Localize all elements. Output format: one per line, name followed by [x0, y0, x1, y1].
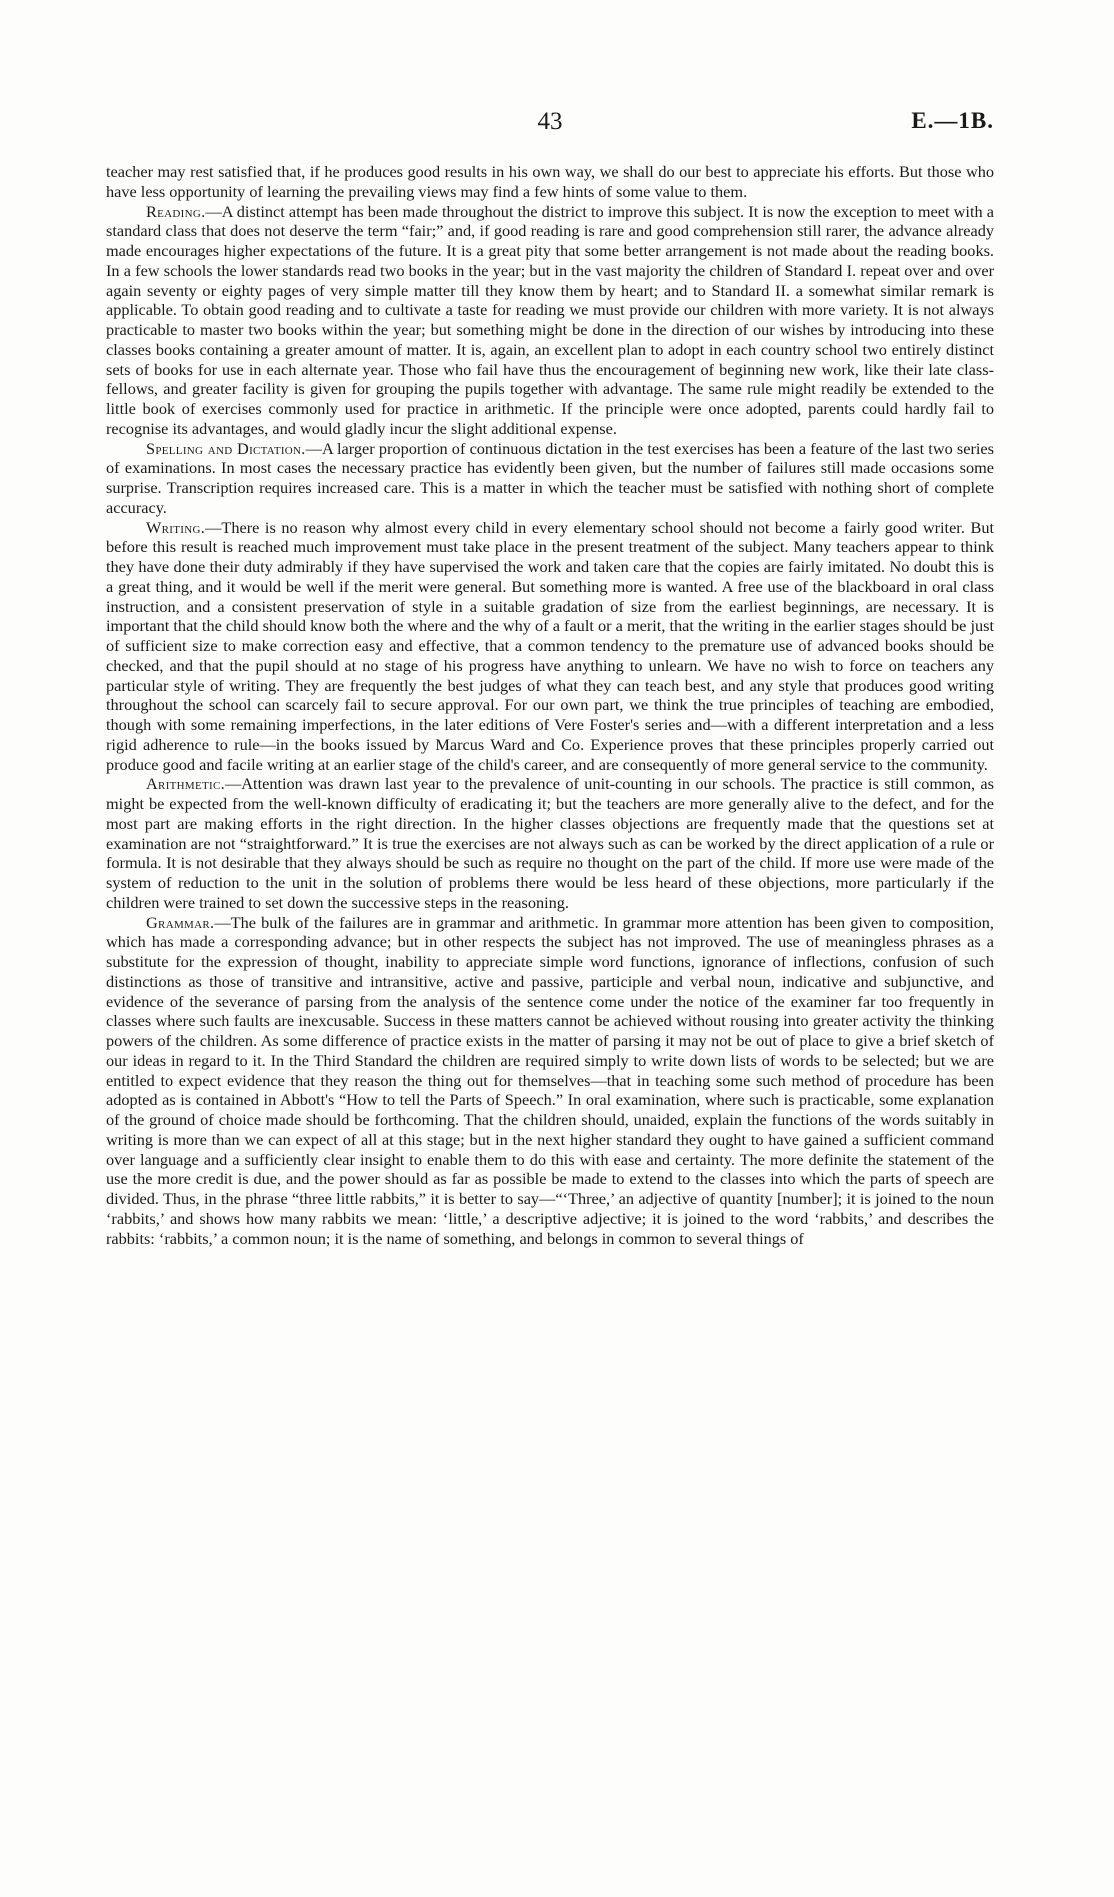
paragraph-text: —A larger proportion of continuous dictation in the test exercises has been a feature of the last two series of examinations. In most cases the necessary practice has evidently been given, but the number of failures still made occasions some surprise. Transcription requires increased care. This is a matter in which the teacher must be satisfied with nothing short of complete accuracy. [106, 438, 994, 517]
page-number: 43 [537, 108, 563, 135]
paragraph-text: —Attention was drawn last year to the prevalence of unit-counting in our schools. The practice is still common, as might be expected from the well-known difficulty of eradicating it; but the teachers are more generally alive to the defect, and for the most part are making efforts in the right direction. In the higher classes objections are frequently made that the questions set at examination are not “straightforward.” It is true the exercises are not always such as can be worked by the direct application of a rule or formula. It is not desirable that they always should be such as require no thought on the part of the child. If more use were made of the system of reduction to the unit in the solution of problems there would be less heard of these objections, more particularly if the children were trained to set down the successive steps in the reasoning. [106, 774, 994, 912]
paragraph-arithmetic [106, 774, 994, 912]
paragraph-reading [106, 202, 994, 439]
paragraph-text: teacher may rest satisfied that, if he produces good results in his own way, we shall do our best to appreciate his efforts. But those who have less opportunity of learning the prevailing views may find a few hints of some value to them. [106, 162, 994, 201]
section-heading-arithmetic: Arithmetic. [146, 774, 226, 794]
paragraph-text: —There is no reason why almost every child in every elementary school should not become a fairly good writer. But before this result is reached much improvement must take place in the present treatment of the subject. Many teachers appear to think they have done their duty admirably if they have supervised the work and taken care that the copies are fairly imitated. No doubt this is a great thing, and it would be well if the merit were general. But something more is wanted. A free use of the blackboard in oral class instruction, and a consistent preservation of style in a suitable gradation of size from the earliest beginnings, are necessary. It is important that the child should know both the where and the why of a fault or a merit, that the writing in the earlier stages should be just of sufficient size to make correction easy and effective, that a common tendency to the premature use of advanced books should be checked, and that the pupil should at no stage of his progress have anything to unlearn. We have no wish to force on teachers any particular style of writing. They are frequently the best judges of what they can teach best, and any style that produces good writing throughout the school can scarcely fail to secure approval. For our own part, we think the true principles of teaching are embodied, though with some remaining imperfections, in the later editions of Vere Foster's series and—with a different interpretation and a less rigid adherence to rule—in the books issued by Marcus Ward and Co. Experience proves that these principles properly carried out produce good and facile writing at an earlier stage of the child's career, and are consequently of more general service to the community. [106, 517, 994, 774]
document-reference: E.—1B. [911, 108, 994, 133]
page-header [106, 108, 994, 140]
section-heading-grammar: Grammar. [146, 912, 215, 932]
paragraph-text: —A distinct attempt has been made throughout the district to improve this subject. It is now the exception to meet with a standard class that does not deserve the term “fair;” and, if good reading is rare and good comprehension still rarer, the advance already made encourages higher expectations of the future. It is a great pity that some better arrangement is not made about the reading books. In a few schools the lower standards read two books in the year; but in the vast majority the children of Standard I. repeat over and over again seventy or eighty pages of very simple matter till they know them by heart; and to Standard II. a somewhat similar remark is applicable. To obtain good reading and to cultivate a taste for reading we must provide our children with more variety. It is not always practicable to master two books within the year; but something might be done in the direction of our wishes by introducing into these classes books containing a greater amount of matter. It is, again, an excellent plan to adopt in each country school two entirely distinct sets of books for use in each alternate year. Those who fail have thus the encouragement of beginning new work, like their late class-fellows, and greater facility is given for grouping the pupils together with advantage. The same rule might readily be extended to the little book of exercises commonly used for practice in arithmetic. If the principle were once adopted, parents could hardly fail to recognise its advantages, and would gladly incur the slight additional expense. [106, 201, 994, 438]
section-heading-reading: Reading. [146, 201, 206, 221]
section-heading-writing: Writing. [146, 517, 206, 537]
paragraph-text: —The bulk of the failures are in grammar and arithmetic. In grammar more attention has been given to composition, which has made a corresponding advance; but in other respects the subject has not improved. The use of meaningless phrases as a substitute for the expression of thought, inability to appreciate simple word functions, ignorance of inflections, confusion of such distinctions as those of transitive and intransitive, active and passive, participle and verbal noun, indicative and subjunctive, and evidence of the severance of parsing from the analysis of the sentence come under the notice of the examiner far too frequently in classes where such faults are inexcusable. Success in these matters cannot be achieved without rousing into greater activity the thinking powers of the children. As some difference of practice exists in the matter of parsing it may not be out of place to give a brief sketch of our ideas in regard to it. In the Third Standard the children are required simply to write down lists of words to be selected; but we are entitled to expect evidence that they reason the thing out for themselves—that in teaching some such method of procedure has been adopted as is contained in Abbott's “How to tell the Parts of Speech.” In oral examination, where such is practicable, some explanation of the ground of choice made should be forthcoming. That the children should, unaided, explain the functions of the words suitably in writing is more than we can expect of all at this stage; but in the next higher standard they ought to have gained a sufficient command over language and a sufficiently clear insight to enable them to do this with ease and certainty. The more definite the statement of the use the more credit is due, and the power should as far as possible be made to extend to the classes into which the parts of speech are divided. Thus, in the phrase “three little rabbits,” it is better to say—“‘Three,’ an adjective of quantity [number]; it is joined to the noun ‘rabbits,’ and shows how many rabbits we mean: ‘little,’ a descriptive adjective; it is joined to the word ‘rabbits,’ and describes the rabbits: ‘rabbits,’ a common noun; it is the name of something, and belongs in common to several things of [106, 912, 994, 1248]
body-text [106, 162, 994, 1248]
paragraph-continuation [106, 162, 994, 202]
section-heading-spelling: Spelling and Dictation. [146, 438, 306, 458]
paragraph-grammar [106, 913, 994, 1249]
paragraph-writing [106, 518, 994, 775]
paragraph-spelling-dictation [106, 439, 994, 518]
